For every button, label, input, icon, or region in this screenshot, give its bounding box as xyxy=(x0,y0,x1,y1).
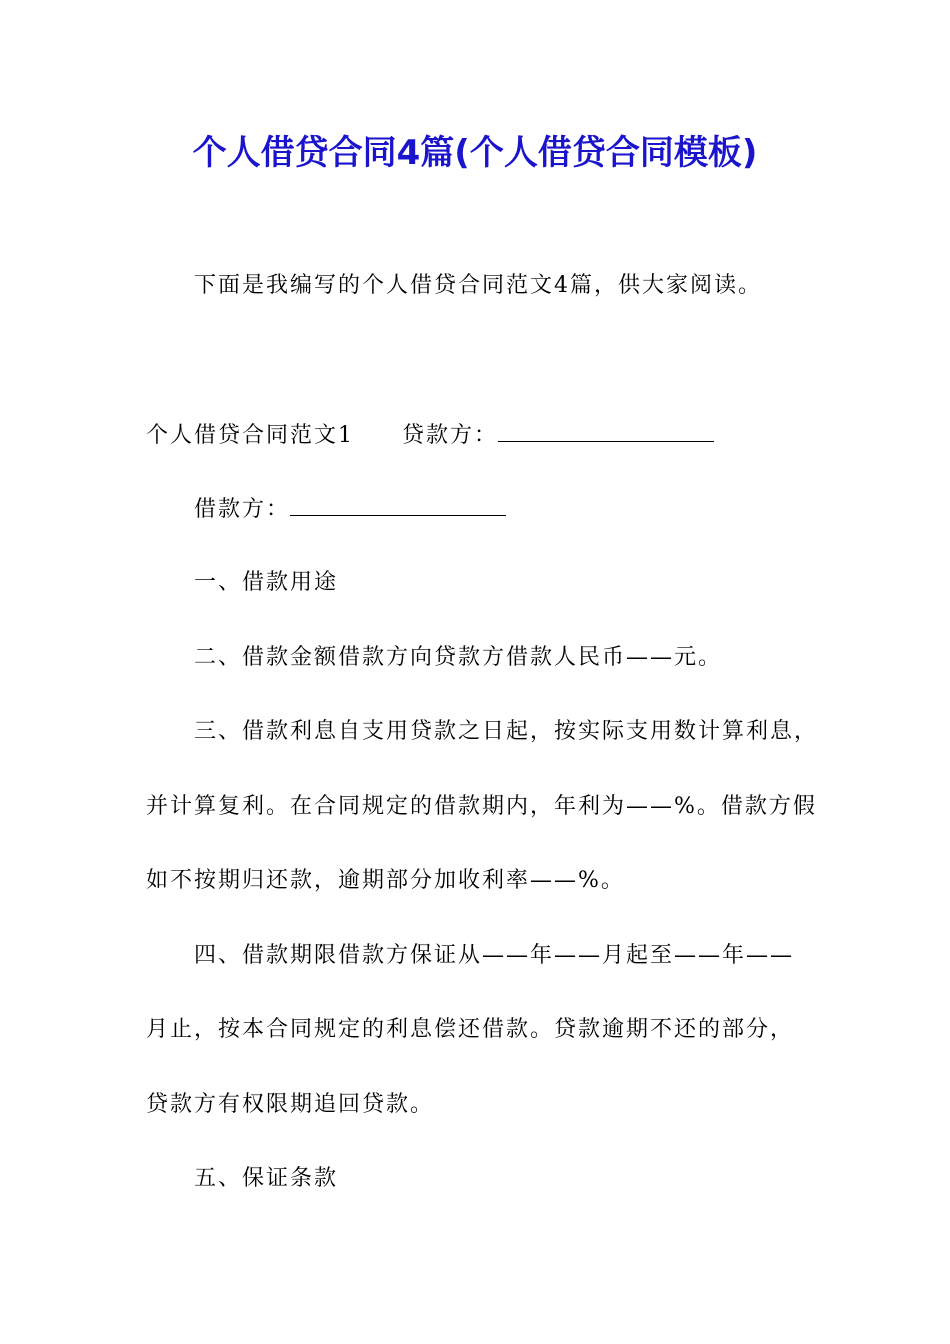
lender-blank xyxy=(498,417,714,442)
document-title: 个人借贷合同4篇(个人借贷合同模板) xyxy=(192,133,758,173)
clause-guarantee: 五、保证条款 xyxy=(194,1166,339,1191)
clause-interest-line2: 并计算复利。在合同规定的借款期内，年利为——%。借款方假 xyxy=(146,794,817,819)
borrower-label: 借款方： xyxy=(194,497,291,522)
section1-header-line xyxy=(146,416,714,456)
section1-heading: 个人借贷合同范文1 xyxy=(146,423,354,448)
intro-paragraph: 下面是我编写的个人借贷合同范文4篇，供大家阅读。 xyxy=(194,273,762,298)
clause-term-line3: 贷款方有权限期追回贷款。 xyxy=(146,1092,435,1117)
lender-label: 贷款方： xyxy=(402,423,499,448)
clause-term-line1: 四、借款期限借款方保证从——年——月起至——年—— xyxy=(194,943,795,968)
clause-term-line2: 月止，按本合同规定的利息偿还借款。贷款逾期不还的部分， xyxy=(146,1017,795,1042)
clause-interest-line1: 三、借款利息自支用贷款之日起，按实际支用数计算利息， xyxy=(194,719,819,744)
clause-amount: 二、借款金额借款方向贷款方借款人民币——元。 xyxy=(194,645,723,670)
clause-interest-line3: 如不按期归还款，逾期部分加收利率——%。 xyxy=(146,868,625,893)
borrower-line xyxy=(194,490,506,530)
borrower-blank xyxy=(290,491,506,516)
clause-purpose: 一、借款用途 xyxy=(194,570,339,595)
